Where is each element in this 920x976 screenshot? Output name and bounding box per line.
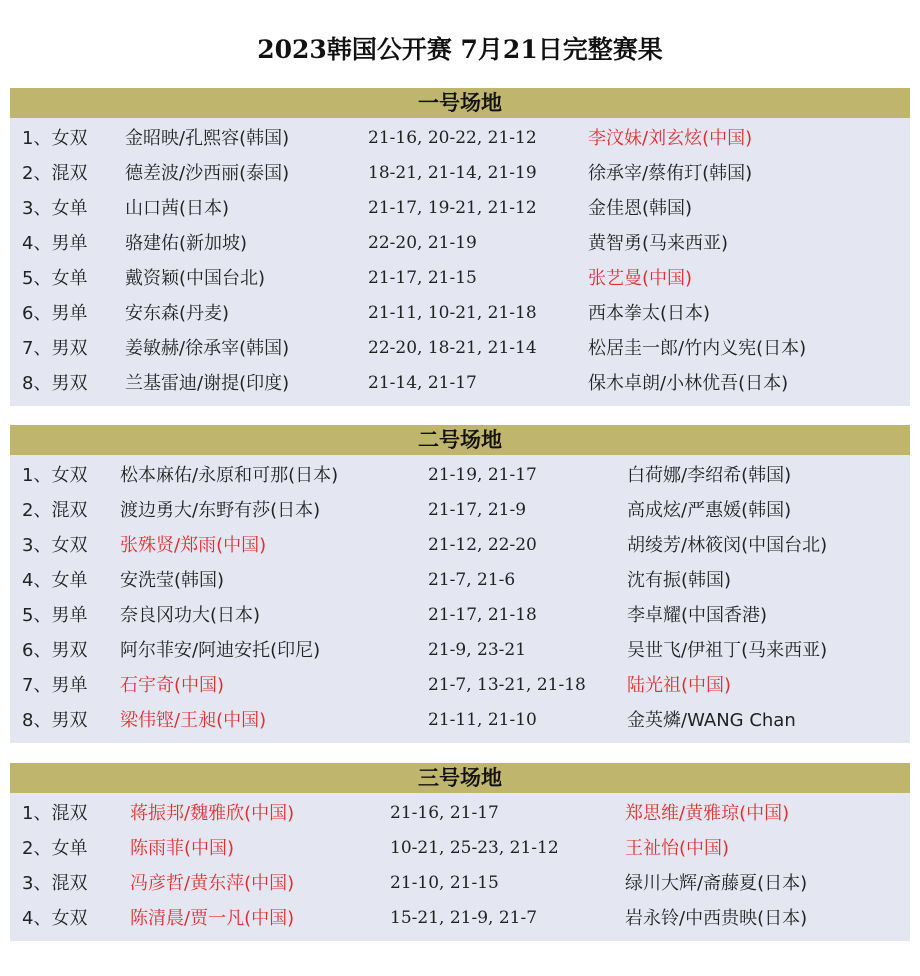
match-score: 21-16, 20-22, 21-12 (368, 128, 537, 148)
player1-name: 姜敏赫/徐承宰(韩国) (125, 338, 290, 359)
page-title: 2023韩国公开赛 7月21日完整赛果 (257, 35, 663, 64)
match-index: 3、混双 (22, 873, 88, 894)
match-index: 1、女双 (22, 465, 88, 486)
player1-name: 石宇奇(中国) (120, 675, 225, 696)
match-row (10, 296, 910, 331)
player1-name: 陈雨菲(中国) (130, 838, 235, 859)
match-index: 4、女双 (22, 908, 88, 929)
player2-name: 金佳恩(韩国) (588, 198, 693, 219)
match-list (10, 118, 910, 401)
match-score: 21-19, 21-17 (428, 465, 537, 485)
player2-name: 王祉怡(中国) (625, 838, 730, 859)
match-list (10, 793, 910, 936)
match-row (10, 156, 910, 191)
player2-name: 黄智勇(马来西亚) (588, 233, 729, 254)
match-score: 21-11, 10-21, 21-18 (368, 303, 537, 323)
player2-name: 绿川大辉/斋藤夏(日本) (625, 873, 808, 894)
court-section-1 (10, 88, 910, 406)
match-index: 8、男双 (22, 710, 88, 731)
player1-name: 梁伟铿/王昶(中国) (120, 710, 267, 731)
match-index: 5、女单 (22, 268, 88, 289)
match-score: 21-17, 21-15 (368, 268, 477, 288)
player1-name: 奈良冈功大(日本) (120, 605, 261, 626)
match-row (10, 458, 910, 493)
player1-name: 德差波/沙西丽(泰国) (125, 163, 290, 184)
player1-name: 金昭映/孔熙容(韩国) (125, 128, 290, 149)
match-index: 7、男双 (22, 338, 88, 359)
match-score: 21-17, 21-9 (428, 500, 527, 520)
match-index: 6、男双 (22, 640, 88, 661)
player2-name: 沈有振(韩国) (627, 570, 732, 591)
match-score: 21-17, 21-18 (428, 605, 537, 625)
match-row (10, 528, 910, 563)
match-score: 21-9, 23-21 (428, 640, 527, 660)
match-index: 3、女双 (22, 535, 88, 556)
court-header: 三号场地 (10, 763, 910, 793)
match-index: 2、混双 (22, 500, 88, 521)
match-row (10, 633, 910, 668)
match-score: 21-14, 21-17 (368, 373, 477, 393)
match-score: 21-17, 19-21, 21-12 (368, 198, 537, 218)
match-row (10, 831, 910, 866)
match-score: 22-20, 18-21, 21-14 (368, 338, 537, 358)
player2-name: 胡绫芳/林筱闵(中国台北) (627, 535, 828, 556)
match-index: 1、女双 (22, 128, 88, 149)
match-score: 21-11, 21-10 (428, 710, 537, 730)
match-index: 8、男双 (22, 373, 88, 394)
match-score: 22-20, 21-19 (368, 233, 477, 253)
match-row (10, 366, 910, 401)
player2-name: 吴世飞/伊祖丁(马来西亚) (627, 640, 828, 661)
player2-name: 保木卓朗/小林优吾(日本) (588, 373, 789, 394)
court-section-2 (10, 425, 910, 743)
match-score: 21-12, 22-20 (428, 535, 537, 555)
match-row (10, 493, 910, 528)
court-section-3 (10, 763, 910, 941)
player1-name: 阿尔菲安/阿迪安托(印尼) (120, 640, 321, 661)
match-index: 2、女单 (22, 838, 88, 859)
match-score: 10-21, 25-23, 21-12 (390, 838, 559, 858)
player2-name: 西本拳太(日本) (588, 303, 711, 324)
match-row (10, 226, 910, 261)
match-score: 15-21, 21-9, 21-7 (390, 908, 538, 928)
player1-name: 冯彦哲/黄东萍(中国) (130, 873, 295, 894)
match-score: 21-7, 21-6 (428, 570, 516, 590)
player1-name: 松本麻佑/永原和可那(日本) (120, 465, 339, 486)
player2-name: 白荷娜/李绍希(韩国) (627, 465, 792, 486)
player2-name: 徐承宰/蔡侑玎(韩国) (588, 163, 753, 184)
player2-name: 岩永铃/中西贵映(日本) (625, 908, 808, 929)
player2-name: 金英燐/WANG Chan (627, 710, 796, 731)
match-row (10, 598, 910, 633)
player1-name: 安东森(丹麦) (125, 303, 230, 324)
player1-name: 渡边勇大/东野有莎(日本) (120, 500, 321, 521)
player1-name: 安洗莹(韩国) (120, 570, 225, 591)
player1-name: 骆建佑(新加坡) (125, 233, 248, 254)
match-index: 3、女单 (22, 198, 88, 219)
player1-name: 陈清晨/贾一凡(中国) (130, 908, 295, 929)
match-index: 4、女单 (22, 570, 88, 591)
player1-name: 山口茜(日本) (125, 198, 230, 219)
player2-name: 张艺曼(中国) (588, 268, 693, 289)
court-header: 二号场地 (10, 425, 910, 455)
match-row (10, 121, 910, 156)
player2-name: 陆光祖(中国) (627, 675, 732, 696)
match-row (10, 191, 910, 226)
player2-name: 李汶妹/刘玄炫(中国) (588, 128, 753, 149)
match-index: 7、男单 (22, 675, 88, 696)
match-row (10, 796, 910, 831)
player1-name: 蒋振邦/魏雅欣(中国) (130, 803, 295, 824)
player2-name: 郑思维/黄雅琼(中国) (625, 803, 790, 824)
match-row (10, 331, 910, 366)
match-row (10, 563, 910, 598)
match-row (10, 261, 910, 296)
match-index: 5、男单 (22, 605, 88, 626)
match-score: 21-10, 21-15 (390, 873, 499, 893)
match-row (10, 901, 910, 936)
match-row (10, 866, 910, 901)
match-row (10, 703, 910, 738)
match-score: 18-21, 21-14, 21-19 (368, 163, 537, 183)
player2-name: 李卓耀(中国香港) (627, 605, 768, 626)
match-list (10, 455, 910, 738)
player1-name: 张殊贤/郑雨(中国) (120, 535, 267, 556)
player2-name: 高成炫/严惠媛(韩国) (627, 500, 792, 521)
match-index: 4、男单 (22, 233, 88, 254)
player1-name: 戴资颖(中国台北) (125, 268, 266, 289)
match-index: 1、混双 (22, 803, 88, 824)
player1-name: 兰基雷迪/谢提(印度) (125, 373, 290, 394)
player2-name: 松居圭一郎/竹内义宪(日本) (588, 338, 807, 359)
match-index: 2、混双 (22, 163, 88, 184)
court-header: 一号场地 (10, 88, 910, 118)
match-score: 21-7, 13-21, 21-18 (428, 675, 586, 695)
match-index: 6、男单 (22, 303, 88, 324)
match-row (10, 668, 910, 703)
match-score: 21-16, 21-17 (390, 803, 499, 823)
